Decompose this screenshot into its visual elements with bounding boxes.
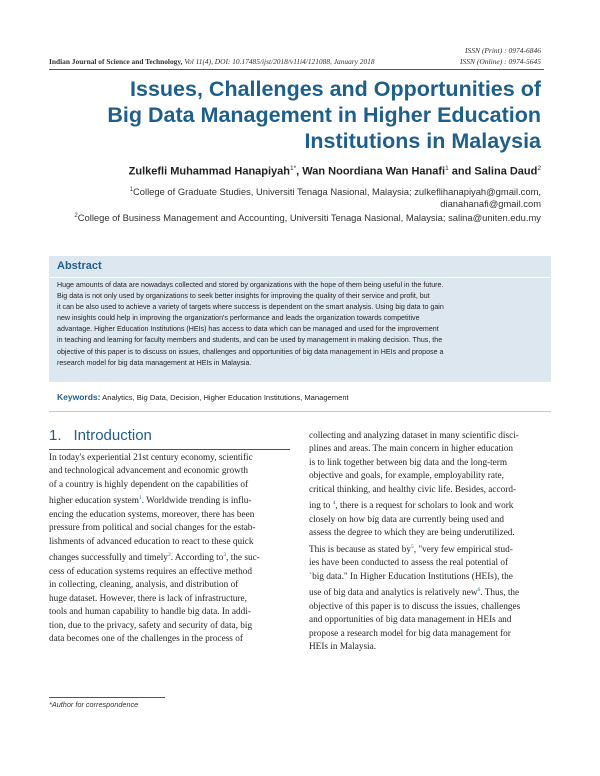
body-text-run: and technological advancement and economic growth	[49, 466, 249, 477]
body-text-line	[309, 430, 552, 443]
keywords-divider	[49, 411, 551, 412]
body-text-run: and opportunities of big data management in HEIs and	[309, 615, 512, 626]
body-text-run: ies have been conducted to assess the real potential of	[309, 558, 509, 569]
body-text-line	[49, 479, 291, 492]
body-text-line	[49, 509, 291, 522]
body-text-line	[49, 579, 291, 592]
abstract-divider	[49, 277, 551, 278]
body-text-run: lishments of advanced education to react to these quick	[49, 536, 254, 547]
body-text-line	[49, 566, 291, 579]
body-text-run: , the suc-	[226, 553, 260, 564]
body-text-line	[49, 452, 291, 465]
body-text-run: objective and goals, for example, employability rate,	[309, 471, 504, 482]
title-line-3: Institutions in Malaysia	[304, 129, 541, 153]
body-text-line	[309, 557, 552, 570]
body-text-run: in collecting, cleaning, analysis, and distribution of	[49, 580, 239, 591]
body-text-line	[49, 465, 291, 478]
body-text-line	[49, 620, 291, 633]
citation-ref[interactable]: 6	[477, 587, 481, 594]
affiliation-1-email: dianahanafi@gmail.com	[440, 198, 541, 209]
body-text-run: use of big data and analytics is relatively new	[309, 588, 478, 599]
body-text-run: of a country is highly dependent on the capabilities of	[49, 479, 249, 490]
body-text-line	[309, 514, 552, 527]
abstract-box	[49, 256, 551, 382]
body-text-run: , there is a request for scholars to look and work	[335, 501, 514, 512]
section-number: 1.	[49, 427, 62, 444]
keywords	[57, 392, 349, 402]
body-text-run: . According to	[170, 553, 224, 564]
affiliation-1-mark: 1	[129, 187, 133, 193]
keywords-label: Keywords:	[57, 392, 101, 402]
body-text-run: . Thus, the	[480, 588, 520, 599]
author-3-mark: 2	[537, 165, 541, 172]
paper-title	[41, 76, 541, 154]
body-column-left	[49, 452, 291, 647]
affiliation-1	[130, 184, 541, 198]
body-text-line	[309, 571, 552, 584]
citation-ref[interactable]: 5	[410, 543, 414, 550]
abstract-line: Big data is not only used by organizations to seek better insights for improving the quality of their service and profit, but	[57, 292, 430, 301]
header-divider	[49, 69, 544, 70]
journal-citation	[49, 57, 375, 66]
body-text-run: , "very few empirical stud-	[413, 544, 513, 555]
footnote-correspondence: *Author for correspondence	[49, 700, 139, 709]
affiliation-2-mark: 2	[74, 213, 78, 219]
body-text-run: plines and areas. The main concern in higher education	[309, 444, 514, 455]
citation-ref[interactable]: 1	[138, 495, 142, 502]
affiliation-2-line-1: College of Business Management and Accounting, Universiti Tenaga Nasional, Malaysia; salina@uniten.edu.my	[77, 212, 541, 224]
author-2-mark: 1	[445, 165, 449, 172]
abstract-line: Huge amounts of data are nowadays collected and stored by organizations with the hope of them being useful in the future.	[57, 281, 444, 289]
author-separator: ,	[296, 165, 303, 178]
body-text-run: tion, due to the privacy, safety and security of data, big	[49, 620, 253, 631]
body-text-run: ing to	[309, 501, 333, 512]
author-1: Zulkefli Muhammad Hanapiyah	[128, 165, 291, 178]
body-text-line	[309, 443, 552, 456]
body-text-run: HEIs in Malaysia.	[309, 642, 377, 653]
body-text-line	[49, 536, 291, 549]
issn-block	[460, 45, 541, 67]
body-text-line	[309, 541, 552, 558]
body-text-run: propose a research model for big data management for	[309, 628, 511, 639]
body-text-run: assess the degree to which they are being underutilized.	[309, 528, 515, 539]
citation-ref[interactable]: 3	[223, 552, 227, 559]
body-text-run: huge dataset. However, there is lack of infrastructure,	[49, 593, 247, 604]
issn-online: ISSN (Online) : 0974-5645	[459, 57, 541, 66]
body-text-run: This is because as stated by	[309, 544, 411, 555]
body-text-line	[49, 549, 291, 566]
author-list	[129, 165, 541, 178]
title-line-1: Issues, Challenges and Opportunities of	[130, 77, 541, 101]
body-text-run: encing the education systems, moreover, there has been	[49, 509, 255, 520]
author-conjunction: and	[448, 165, 475, 178]
abstract-heading: Abstract	[57, 260, 102, 272]
body-text-line	[309, 628, 552, 641]
body-text-line	[49, 492, 291, 509]
author-3: Salina Daud	[474, 165, 538, 178]
author-1-mark: 1*	[290, 165, 297, 172]
body-text-run: closely on how big data are currently being used and	[309, 514, 504, 525]
citation-ref[interactable]: 4	[332, 500, 336, 507]
body-text-run: data becomes one of the challenges in the process of	[49, 634, 243, 645]
footnote-divider	[49, 697, 165, 698]
title-line-2: Big Data Management in Higher Education	[107, 103, 541, 127]
body-text-line	[309, 497, 552, 514]
body-text-run: . Worldwide trending is influ-	[141, 496, 252, 507]
abstract-line: new insights could help in improving the organization's performance and leads the organization towards competitive	[57, 314, 420, 323]
abstract-line: objective of this paper is to discuss on issues, challenges and opportunities of big data management in HEIs and propose a	[57, 347, 444, 356]
section-title: Introduction	[73, 427, 152, 444]
body-text-run: is to link together between big data and the long-term	[309, 457, 508, 468]
body-text-run: critical thinking, and healthy civic life. Besides, accord-	[309, 484, 517, 495]
abstract-line: it can be also used to achieve a variety of targets where success is dependent on the smart analysis. Using big data to gain	[57, 303, 444, 312]
section-heading-introduction	[49, 427, 152, 444]
body-text-run: `big data." In Higher Education Institutions (HEIs), the	[309, 571, 513, 582]
body-text-line	[309, 527, 552, 540]
body-text-run: tools and human capability to handle big data. In addi-	[49, 607, 251, 618]
body-text-line	[49, 522, 291, 535]
body-text-line	[49, 633, 291, 646]
body-text-run: objective of this paper is to discuss the issues, challenges	[309, 601, 521, 612]
body-column-right	[309, 430, 552, 654]
citation-ref[interactable]: 2	[167, 552, 171, 559]
body-text-line	[49, 606, 291, 619]
body-text-run: higher education system	[49, 496, 139, 507]
author-2: Wan Noordiana Wan Hanafi	[302, 165, 446, 178]
body-text-run: In today's experiential 21st century economy, scientific	[49, 453, 253, 463]
affiliation-1-line-1: College of Graduate Studies, Universiti Tenaga Nasional, Malaysia; zulkeflihanapiyah@gmail.com,	[133, 186, 541, 198]
body-text-line	[309, 457, 552, 470]
journal-name: Indian Journal of Science and Technology,	[49, 57, 183, 66]
body-text-line	[309, 484, 552, 497]
body-text-run: collecting and analyzing dataset in many scientific disci-	[309, 431, 519, 441]
abstract-line: in teaching and learning for faculty members and students, and can be used by management in making decision. Thus, the	[57, 336, 443, 345]
journal-meta: Vol 11(4), DOI: 10.17485/ijst/2018/v11i4/121088, January 2018	[184, 57, 375, 66]
abstract-body	[57, 280, 543, 369]
body-text-run: changes successfully and timely	[49, 553, 168, 564]
issn-print: ISSN (Print) : 0974-6846	[464, 46, 541, 55]
body-text-line	[49, 593, 291, 606]
body-text-run: cess of education systems requires an effective method	[49, 566, 253, 577]
affiliation-2	[74, 210, 541, 224]
body-text-line	[309, 601, 552, 614]
keywords-text: Analytics, Big Data, Decision, Higher Education Institutions, Management	[100, 393, 349, 402]
body-text-line	[309, 641, 552, 654]
body-text-run: pressure from political and social changes for the estab-	[49, 523, 256, 534]
abstract-line: research model for big data management at HEIs in Malaysia.	[57, 358, 252, 367]
body-text-line	[309, 584, 552, 601]
section-underline	[49, 449, 290, 450]
body-text-line	[309, 470, 552, 483]
abstract-line: advantage. Higher Education Institutions (HEIs) has access to data which can be managed and used for the improvement	[57, 325, 439, 334]
body-text-line	[309, 614, 552, 627]
